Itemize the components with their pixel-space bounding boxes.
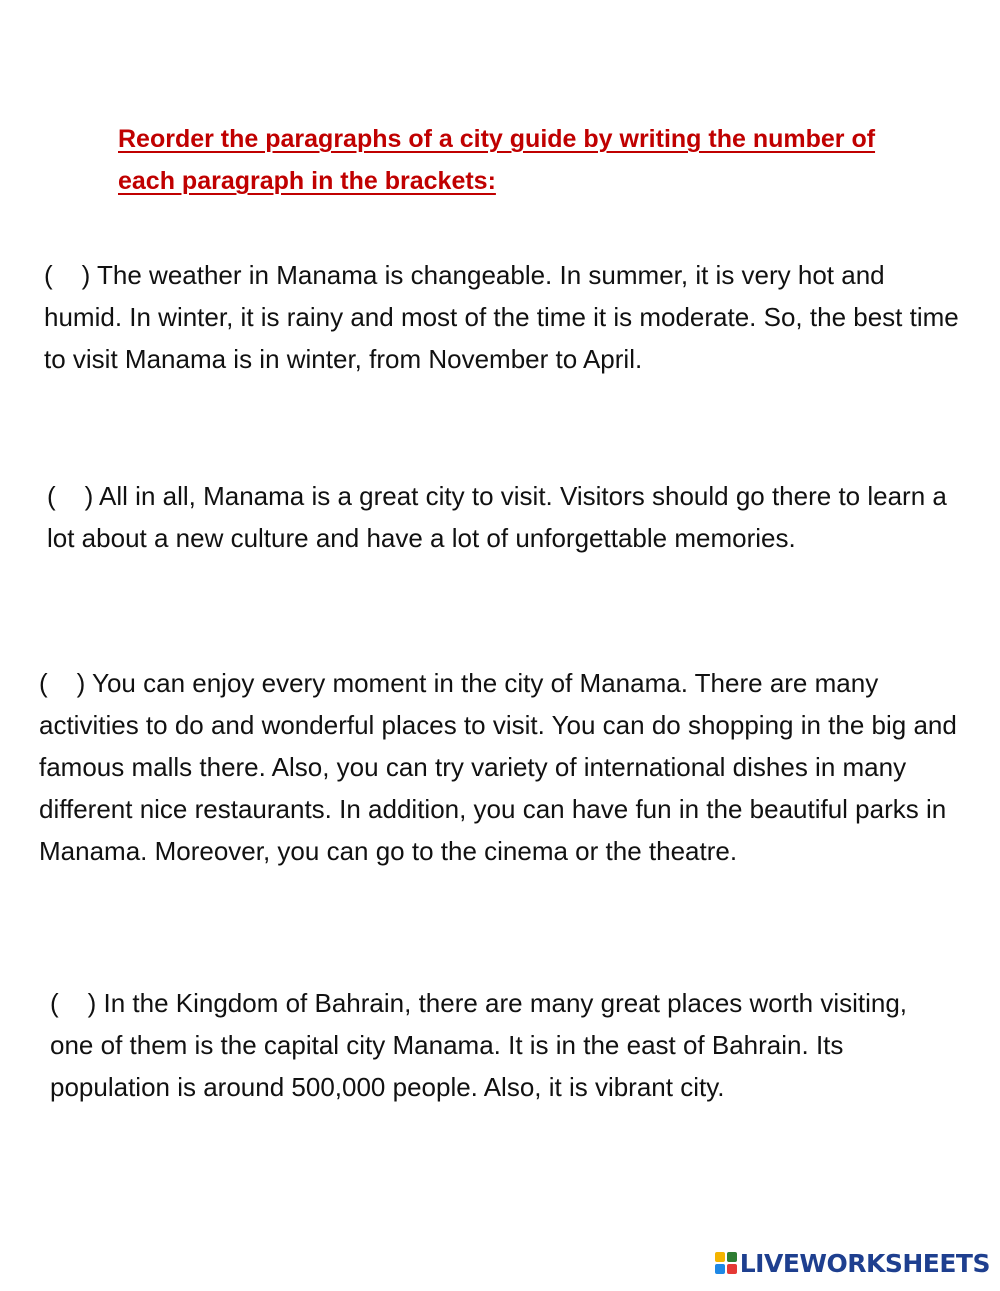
paragraph-1 <box>44 254 959 380</box>
logo-tile <box>727 1264 737 1274</box>
paragraph-3 <box>39 662 964 872</box>
paragraph-text: You can enjoy every moment in the city of Manama. There are many activities to do and wonderful places to visit. You can do shopping in the big and famous malls there. Also, you can try variety of international dishes in many different nice restaurants. In addition, you can have fun in the beautiful parks in Manama. Moreover, you can go to the cinema or the theatre. <box>39 668 957 866</box>
answer-bracket-input[interactable] <box>56 475 85 517</box>
logo-tile <box>715 1264 725 1274</box>
answer-bracket-input[interactable] <box>59 982 88 1024</box>
instruction-title: Reorder the paragraphs of a city guide by writing the number of each paragraph in the brackets: <box>118 125 876 195</box>
logo-tile <box>715 1252 725 1262</box>
bracket-open: ( <box>47 481 56 511</box>
answer-bracket-input[interactable] <box>48 662 77 704</box>
bracket-close: ) <box>76 668 86 698</box>
bracket-open: ( <box>50 988 59 1018</box>
paragraph-text: All in all, Manama is a great city to visit. Visitors should go there to learn a lot about a new culture and have a lot of unforgettable memories. <box>47 481 947 553</box>
logo-tile <box>727 1252 737 1262</box>
paragraph-2 <box>47 475 962 559</box>
logo-text: LIVEWORKSHEETS <box>739 1248 990 1278</box>
paragraph-text: The weather in Manama is changeable. In summer, it is very hot and humid. In winter, it is rainy and most of the time it is moderate. So, the best time to visit Manama is in winter, from November to April. <box>44 260 959 374</box>
bracket-close: ) <box>81 260 91 290</box>
liveworksheets-logo <box>715 1249 990 1277</box>
bracket-close: ) <box>87 988 97 1018</box>
bracket-close: ) <box>84 481 94 511</box>
liveworksheets-logo-icon <box>715 1252 737 1274</box>
paragraph-4 <box>50 982 950 1108</box>
bracket-open: ( <box>44 260 53 290</box>
bracket-open: ( <box>39 668 48 698</box>
paragraph-text: In the Kingdom of Bahrain, there are many great places worth visiting, one of them is the capital city Manama. It is in the east of Bahrain. Its population is around 500,000 people. Also, it is vibrant city. <box>50 988 908 1102</box>
answer-bracket-input[interactable] <box>53 254 82 296</box>
